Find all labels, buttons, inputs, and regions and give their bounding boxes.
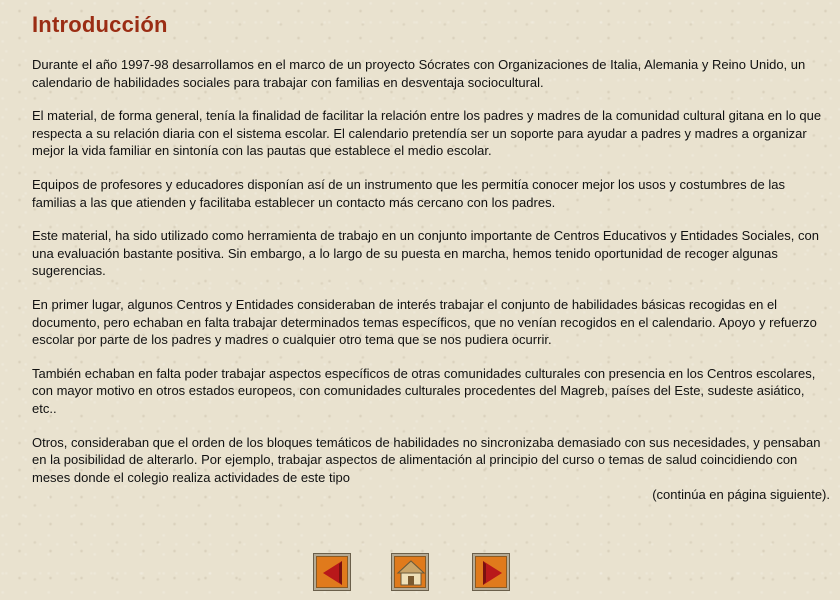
paragraph-7: Otros, consideraban que el orden de los bloques temáticos de habilidades no sincronizaba demasiado con sus necesidades, y pensaban en la posibilidad de alterarlo. Por ejemplo, trabajar aspectos de alimentación al principio del curso o temas de salud coincidiendo con meses donde el colegio realiza actividades de este tipo [32,434,821,485]
paragraph-3: Equipos de profesores y educadores disponían así de un instrumento que les permitía conocer mejor los usos y costumbres de las familias a las que atienden y facilitaba establecer un contacto más cercano con los padres. [32,176,785,210]
home-button[interactable] [391,553,429,591]
paragraph-1: Durante el año 1997-98 desarrollamos en el marco de un proyecto Sócrates con Organizaciones de Italia, Alemania y Reino Unido, un calendario de habilidades sociales para trabajar con familias en desventaja sociocultural. [32,57,806,90]
paragraph-5: En primer lugar, algunos Centros y Entidades consideraban de interés trabajar el conjunto de habilidades básicas recogidas en el documento, pero echaban en falta trabajar determinados temas específicos, que no venían recogidos en el calendario. Apoyo y refuerzo escolar por parte de los padres y madres o cualquier otro tema que se nos pudiera ocurrir. [32,296,817,348]
main-content [32,12,832,504]
previous-page-button[interactable] [313,553,351,591]
paragraph-6: También echaban en falta poder trabajar aspectos específicos de otras comunidades culturales con presencia en los Centros escolares, con mayor motivo en otros estados europeos, con comunidades culturales procedentes del Magreb, países del Este, sudeste asiático, etc.. [32,365,816,416]
home-icon [394,556,426,588]
arrow-right-icon [475,556,507,588]
paragraph-2: El material, de forma general, tenía la finalidad de facilitar la relación entre los padres y madres de la comunidad cultural gitana en lo que respecta a su relación diaria con el sistema escolar. El calendario pretendía ser un soporte para ayudar a padres y madres a organizar mejor la vida familiar en sintonía con las pautas que establece el medio escolar. [32,108,822,159]
page-title: Introducción [32,12,168,37]
next-page-button[interactable] [472,553,510,591]
continue-note: (continúa en página siguiente). [652,487,830,503]
arrow-left-icon [316,556,348,588]
paragraph-4: Este material, ha sido utilizado como herramienta de trabajo en un conjunto importante de Centros Educativos y Entidades Sociales, con una evaluación bastante positiva. Sin embargo, a lo largo de su puesta en marcha, hemos tenido oportunidad de recoger algunas sugerencias. [32,228,819,279]
